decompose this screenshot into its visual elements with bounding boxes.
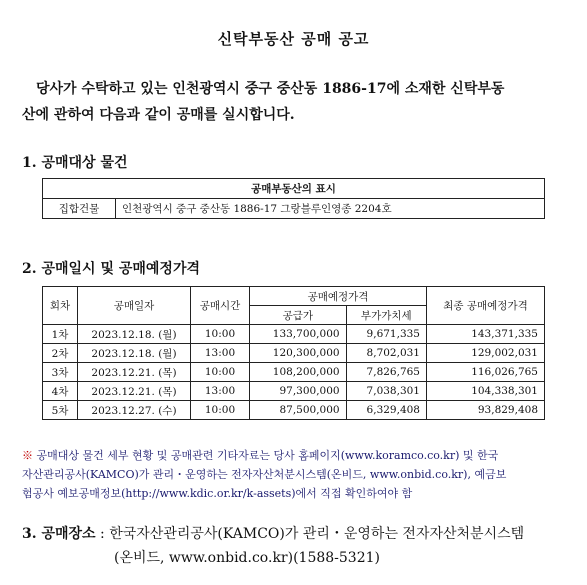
property-row xyxy=(43,199,545,219)
note-line-1: ※ 공매대상 물건 세부 현황 및 공매관련 기타자료는 당사 홈페이지(www.koramco.co.kr) 및 한국 xyxy=(22,449,499,462)
property-table-header: 공매부동산의 표시 xyxy=(43,179,545,199)
table-row xyxy=(43,325,545,344)
table-row xyxy=(43,401,545,420)
section3-value-2: (온비드, www.onbid.co.kr)(1588-5321) xyxy=(114,550,380,566)
cell-round: 3차 xyxy=(43,363,78,382)
property-table xyxy=(42,178,545,219)
note-star: ※ xyxy=(22,449,33,462)
cell-round: 5차 xyxy=(43,401,78,420)
header-vat: 부가가치세 xyxy=(346,306,426,325)
cell-date: 2023.12.18. (월) xyxy=(78,344,191,363)
cell-round: 2차 xyxy=(43,344,78,363)
header-supply: 공급가 xyxy=(250,306,347,325)
header-round: 회차 xyxy=(43,287,78,325)
cell-final: 143,371,335 xyxy=(427,325,545,344)
property-table-header-row xyxy=(43,179,545,199)
cell-date: 2023.12.21. (목) xyxy=(78,382,191,401)
table-row xyxy=(43,344,545,363)
cell-supply: 133,700,000 xyxy=(250,325,347,344)
cell-time: 10:00 xyxy=(191,325,250,344)
intro-line-1: 당사가 수탁하고 있는 인천광역시 중구 중산동 1886-17에 소재한 신탁부동 xyxy=(36,81,505,97)
section1-heading: 1. 공매대상 물건 xyxy=(22,155,128,171)
intro-line-2: 산에 관하여 다음과 같이 공매를 실시합니다. xyxy=(22,107,295,123)
header-date: 공매일자 xyxy=(78,287,191,325)
cell-final: 129,002,031 xyxy=(427,344,545,363)
cell-date: 2023.12.27. (수) xyxy=(78,401,191,420)
cell-vat: 8,702,031 xyxy=(346,344,426,363)
cell-supply: 97,300,000 xyxy=(250,382,347,401)
cell-supply: 108,200,000 xyxy=(250,363,347,382)
cell-final: 116,026,765 xyxy=(427,363,545,382)
cell-vat: 7,038,301 xyxy=(346,382,426,401)
section3-colon: : xyxy=(100,526,105,542)
table-row xyxy=(43,363,545,382)
cell-time: 13:00 xyxy=(191,344,250,363)
cell-time: 13:00 xyxy=(191,382,250,401)
cell-vat: 9,671,335 xyxy=(346,325,426,344)
cell-vat: 6,329,408 xyxy=(346,401,426,420)
cell-round: 4차 xyxy=(43,382,78,401)
schedule-header-row-1 xyxy=(43,287,545,306)
note-line-2: 자산관리공사(KAMCO)가 관리・운영하는 전자자산처분시스템(온비드, www.onbid.co.kr), 예금보 xyxy=(22,468,507,481)
table-row xyxy=(43,382,545,401)
cell-final: 104,338,301 xyxy=(427,382,545,401)
cell-time: 10:00 xyxy=(191,401,250,420)
cell-vat: 7,826,765 xyxy=(346,363,426,382)
property-label: 집합건물 xyxy=(43,199,116,219)
cell-supply: 87,500,000 xyxy=(250,401,347,420)
cell-round: 1차 xyxy=(43,325,78,344)
section3-label: 3. 공매장소 xyxy=(22,526,96,542)
header-final-price: 최종 공매예정가격 xyxy=(427,287,545,325)
note-line-3: 험공사 예보공매정보(http://www.kdic.or.kr/k-assets)에서 직접 확인하여야 함 xyxy=(22,487,413,500)
cell-date: 2023.12.18. (월) xyxy=(78,325,191,344)
notice-note xyxy=(22,446,567,503)
cell-time: 10:00 xyxy=(191,363,250,382)
cell-date: 2023.12.21. (목) xyxy=(78,363,191,382)
schedule-table xyxy=(42,286,545,420)
intro-paragraph xyxy=(22,76,567,128)
section3-value-1: 한국자산관리공사(KAMCO)가 관리・운영하는 전자자산처분시스템 xyxy=(109,526,525,542)
header-time: 공매시간 xyxy=(191,287,250,325)
property-value: 인천광역시 중구 중산동 1886-17 그랑블루인영종 2204호 xyxy=(116,199,545,219)
header-planned-price: 공매예정가격 xyxy=(250,287,427,306)
section3 xyxy=(22,522,567,570)
cell-final: 93,829,408 xyxy=(427,401,545,420)
cell-supply: 120,300,000 xyxy=(250,344,347,363)
section2-heading: 2. 공매일시 및 공매예정가격 xyxy=(22,261,201,277)
section3-line-1 xyxy=(22,522,567,546)
page-title: 신탁부동산 공매 공고 xyxy=(217,30,370,48)
